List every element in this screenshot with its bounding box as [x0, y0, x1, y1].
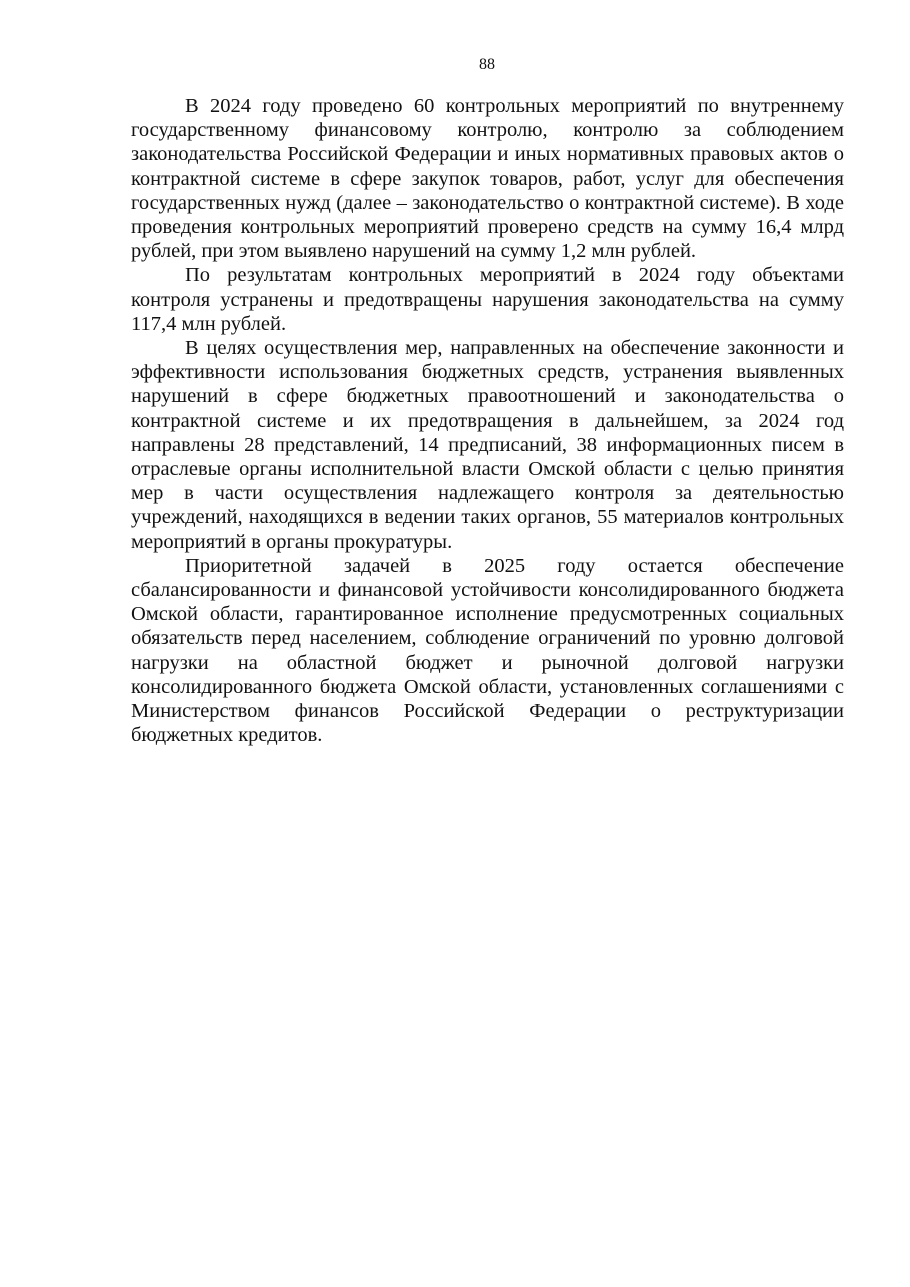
page-number: 88 — [479, 56, 495, 73]
paragraph-control-measures: В 2024 году проведено 60 контрольных мероприятий по внутреннему государственному финансовому контролю, контролю за соблюдением законодательства Российской Федерации и иных нормативных правовых актов о контрактной системе в сфере закупок товаров, работ, услуг для обеспечения государственных нужд (далее – законодательство о контрактной системе). В ходе проведения контрольных мероприятий проверено средств на сумму 16,4 млрд рублей, при этом выявлено нарушений на сумму 1,2 млн рублей. — [131, 95, 844, 263]
document-body — [131, 94, 844, 747]
paragraph-representations: В целях осуществления мер, направленных на обеспечение законности и эффективности использования бюджетных средств, устранения выявленных нарушений в сфере бюджетных правоотношений и законодательства о контрактной системе и их предотвращения в дальнейшем, за 2024 год направлены 28 представлений, 14 предписаний, 38 информационных писем в отраслевые органы исполнительной власти Омской области с целью принятия мер в части осуществления надлежащего контроля за деятельностью учреждений, находящихся в ведении таких органов, 55 материалов контрольных мероприятий в органы прокуратуры. — [131, 337, 844, 553]
paragraph-control-results: По результатам контрольных мероприятий в 2024 году объектами контроля устранены и предотвращены нарушения законодательства на сумму 117,4 млн рублей. — [131, 264, 844, 335]
paragraph-priority-task: Приоритетной задачей в 2025 году остается обеспечение сбалансированности и финансовой устойчивости консолидированного бюджета Омской области, гарантированное исполнение предусмотренных социальных обязательств перед населением, соблюдение ограничений по уровню долговой нагрузки на областной бюджет и рыночной долговой нагрузки консолидированного бюджета Омской области, установленных соглашениями с Министерством финансов Российской Федерации о реструктуризации бюджетных кредитов. — [131, 554, 844, 747]
